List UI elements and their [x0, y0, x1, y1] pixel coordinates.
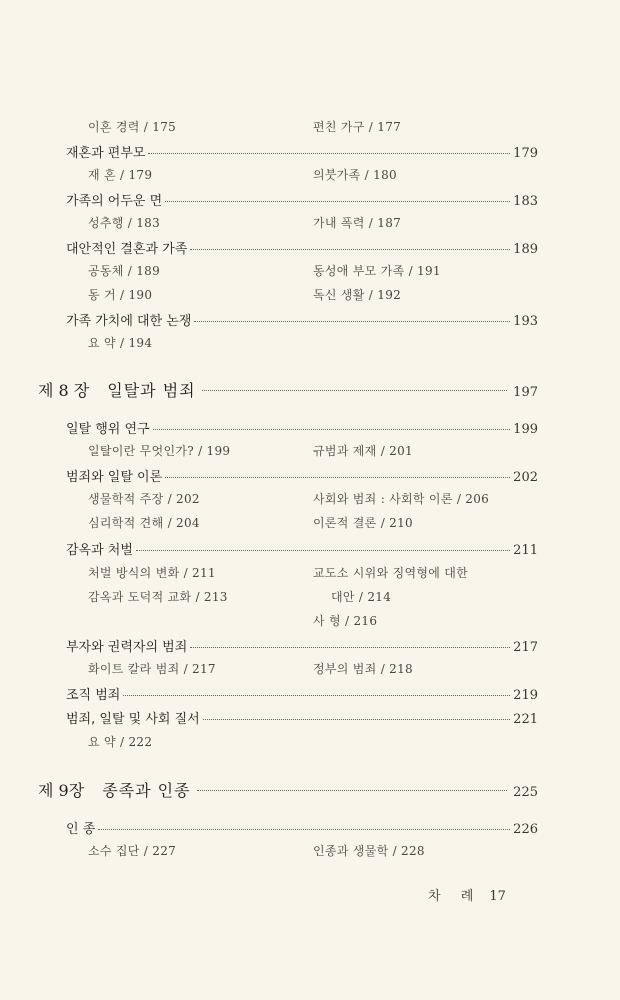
toc-section-elite-crime[interactable] — [66, 636, 538, 656]
toc-subitem: 사회와 범죄 : 사회학 이론 / 206 — [313, 492, 490, 506]
toc-subitem: 감옥과 도덕적 교화 / 213 — [88, 590, 228, 604]
toc-subitem: 생물학적 주장 / 202 — [88, 492, 200, 506]
toc-subitem: 심리학적 견해 / 204 — [88, 516, 200, 530]
section-title: 대안적인 결혼과 가족 — [66, 242, 188, 257]
section-page-number: 189 — [513, 242, 538, 257]
footer-label: 차 례 — [428, 889, 482, 904]
toc-subitem: 이론적 결론 / 210 — [313, 516, 413, 530]
toc-subitem: 성추행 / 183 — [88, 216, 161, 230]
dot-leader — [98, 828, 510, 830]
toc-section-dark-side[interactable] — [66, 190, 538, 210]
toc-subitem: 규범과 제재 / 201 — [313, 444, 413, 458]
dot-leader — [148, 152, 510, 154]
section-page-number: 179 — [513, 146, 538, 161]
toc-subitem: 인종과 생물학 / 228 — [313, 844, 425, 858]
section-page-number: 183 — [513, 194, 538, 209]
section-page-number: 219 — [513, 688, 538, 703]
toc-subitem: 동 거 / 190 — [88, 288, 153, 302]
section-title: 부자와 권력자의 범죄 — [66, 640, 188, 655]
dot-leader — [197, 789, 508, 791]
toc-subitem: 공동체 / 189 — [88, 264, 161, 278]
toc-subitem: 동성애 부모 가족 / 191 — [313, 264, 441, 278]
page-footer — [428, 885, 506, 904]
toc-subitem: 의붓가족 / 180 — [313, 168, 397, 182]
toc-subitem: 독신 생활 / 192 — [313, 288, 402, 302]
toc-section-deviance-study[interactable] — [66, 418, 538, 438]
section-title: 범죄, 일탈 및 사회 질서 — [66, 712, 200, 727]
section-title: 일탈 행위 연구 — [66, 422, 150, 437]
dot-leader — [165, 200, 510, 202]
section-title: 재혼과 편부모 — [66, 146, 146, 161]
section-title: 조직 범죄 — [66, 688, 121, 703]
toc-subitem: 사 형 / 216 — [313, 614, 378, 628]
section-page-number: 217 — [513, 640, 538, 655]
chapter-page-number: 225 — [513, 785, 538, 800]
toc-subitem: 편친 가구 / 177 — [313, 120, 402, 134]
dot-leader — [165, 476, 510, 478]
section-title: 감옥과 처벌 — [66, 543, 133, 558]
toc-subitem: 재 혼 / 179 — [88, 168, 153, 182]
dot-leader — [190, 248, 510, 250]
toc-subitem: 화이트 칼라 범죄 / 217 — [88, 662, 216, 676]
toc-section-race[interactable] — [66, 818, 538, 838]
footer-page-number: 17 — [489, 889, 506, 904]
toc-section-family-values[interactable] — [66, 310, 538, 330]
toc-section-remarriage[interactable] — [66, 142, 538, 162]
toc-subitem-continued: 대안 / 214 — [331, 590, 392, 604]
section-page-number: 211 — [513, 543, 538, 558]
toc-section-organized-crime[interactable] — [66, 684, 538, 704]
dot-leader — [203, 718, 510, 720]
section-page-number: 202 — [513, 470, 538, 485]
section-title: 범죄와 일탈 이론 — [66, 470, 163, 485]
toc-chapter-9[interactable] — [38, 778, 538, 802]
toc-section-crime-theory[interactable] — [66, 466, 538, 486]
toc-section-social-order[interactable] — [66, 708, 538, 728]
section-page-number: 193 — [513, 314, 538, 329]
toc-subitem-summary: 요 약 / 194 — [88, 336, 153, 350]
chapter-number: 제 9장 — [38, 781, 85, 800]
dot-leader — [123, 694, 510, 696]
toc-subitem: 이혼 경력 / 175 — [88, 120, 177, 134]
section-page-number: 199 — [513, 422, 538, 437]
toc-section-prison[interactable] — [66, 539, 538, 559]
section-title: 인 종 — [66, 822, 96, 837]
dot-leader — [153, 428, 511, 430]
toc-chapter-8[interactable] — [38, 378, 538, 402]
toc-section-alternative[interactable] — [66, 238, 538, 258]
toc-subitem: 정부의 범죄 / 218 — [313, 662, 413, 676]
dot-leader — [190, 646, 510, 648]
chapter-page-number: 197 — [513, 385, 538, 400]
section-title: 가족 가치에 대한 논쟁 — [66, 314, 192, 329]
toc-subitem: 교도소 시위와 징역형에 대한 — [313, 566, 469, 580]
section-page-number: 221 — [513, 712, 538, 727]
section-page-number: 226 — [513, 822, 538, 837]
dot-leader — [194, 320, 510, 322]
toc-subitem-summary: 요 약 / 222 — [88, 735, 153, 749]
toc-subitem: 가내 폭력 / 187 — [313, 216, 402, 230]
toc-subitem: 일탈이란 무엇인가? / 199 — [88, 444, 231, 458]
section-title: 가족의 어두운 면 — [66, 194, 163, 209]
toc-subitem: 처벌 방식의 변화 / 211 — [88, 566, 216, 580]
dot-leader — [202, 389, 508, 391]
chapter-number: 제 8 장 — [38, 381, 90, 400]
toc-subitem: 소수 집단 / 227 — [88, 844, 177, 858]
dot-leader — [136, 549, 510, 551]
chapter-title: 일탈과 범죄 — [107, 381, 196, 400]
chapter-title: 종족과 인종 — [102, 781, 191, 800]
